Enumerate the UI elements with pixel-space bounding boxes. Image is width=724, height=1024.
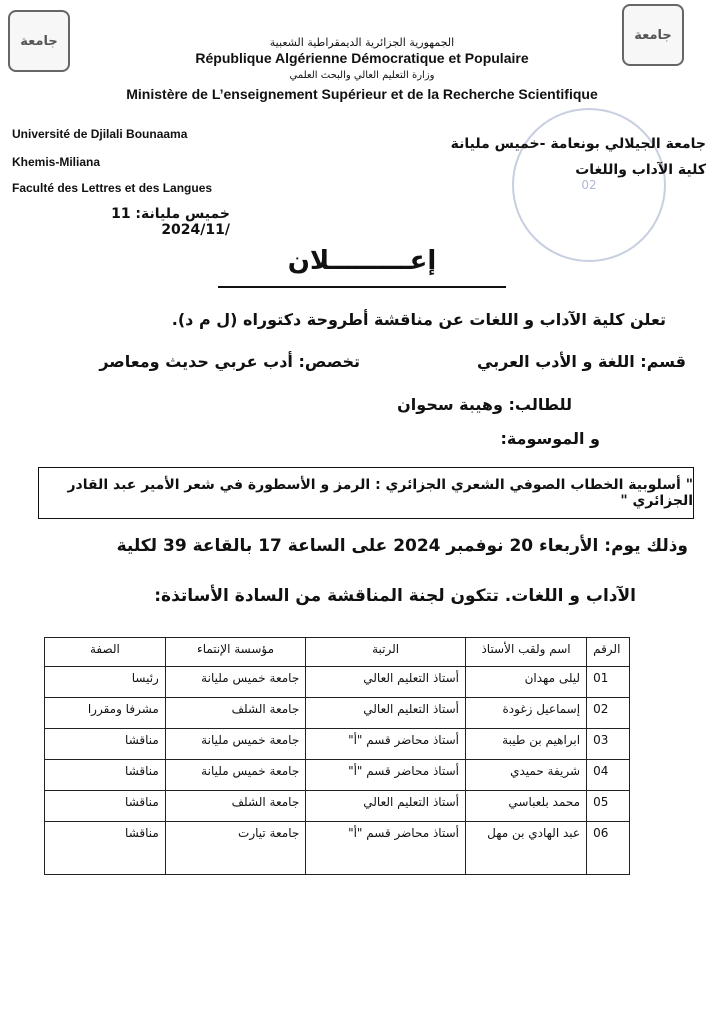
university-name-fr: Université de Djilali Bounaama — [12, 127, 188, 141]
french-republic-heading: République Algérienne Démocratique et Populaire — [195, 50, 529, 66]
thesis-titled-label: و الموسومة: — [500, 429, 600, 448]
arabic-ministry-heading: وزارة التعليم العالي والبحث العلمي — [289, 70, 435, 81]
member-role: مناقشا — [45, 791, 166, 822]
member-rank: أستاذ التعليم العالي — [306, 791, 466, 822]
row-number: 01 — [587, 667, 630, 698]
row-number: 06 — [587, 822, 630, 875]
row-number: 03 — [587, 729, 630, 760]
committee-table — [44, 637, 630, 875]
member-name: إسماعيل زغودة — [465, 698, 586, 729]
member-institution: جامعة خميس مليانة — [165, 760, 305, 791]
header-rank: الرتبة — [306, 638, 466, 667]
member-rank: أستاذ محاضر قسم "أ" — [306, 760, 466, 791]
french-ministry-heading: Ministère de L’enseignement Supérieur et de la Recherche Scientifique — [126, 86, 598, 102]
member-institution: جامعة تيارت — [165, 822, 305, 875]
member-role: مناقشا — [45, 822, 166, 875]
member-role: مشرفا ومقررا — [45, 698, 166, 729]
member-rank: أستاذ التعليم العالي — [306, 667, 466, 698]
table-row — [45, 822, 630, 875]
arabic-republic-heading: الجمهورية الجزائرية الديمقراطية الشعبية — [269, 36, 455, 49]
specialty-line: تخصص: أدب عربي حديث ومعاصر — [99, 352, 360, 371]
university-city-fr: Khemis-Miliana — [12, 155, 101, 169]
table-row — [45, 667, 630, 698]
stamp-number: 02 — [581, 178, 597, 192]
announcement-intro: تعلن كلية الآداب و اللغات عن مناقشة أطروحة دكتوراه (ل م د). — [171, 310, 666, 329]
member-institution: جامعة خميس مليانة — [165, 729, 305, 760]
header-number: الرقم — [587, 638, 630, 667]
student-line: للطالب: وهيبة سحوان — [397, 395, 572, 414]
logo-text: جامعة — [634, 27, 672, 43]
member-name: شريفة حميدي — [465, 760, 586, 791]
date-line: خميس مليانة: 11 /2024/11 — [111, 206, 230, 238]
header-name: اسم ولقب الأستاذ — [465, 638, 586, 667]
member-role: رئيسا — [45, 667, 166, 698]
member-name: ليلى مهدان — [465, 667, 586, 698]
member-institution: جامعة الشلف — [165, 698, 305, 729]
member-role: مناقشا — [45, 760, 166, 791]
schedule-line-1: وذلك يوم: الأربعاء 20 نوفمبر 2024 على الساعة 17 بالقاعة 39 لكلية — [116, 536, 688, 556]
table-row — [45, 760, 630, 791]
faculty-name-ar: كلية الآداب واللغات — [575, 162, 706, 178]
member-name: محمد بلعباسي — [465, 791, 586, 822]
table-row — [45, 729, 630, 760]
table-header-row — [45, 638, 630, 667]
department-line: قسم: اللغة و الأدب العربي — [476, 352, 686, 371]
thesis-title: " أسلوبية الخطاب الصوفي الشعري الجزائري : الرمز و الأسطورة في شعر الأمير عبد القادر الجزائري " — [67, 477, 693, 509]
member-name: ابراهيم بن طيبة — [465, 729, 586, 760]
schedule-line-2: الآداب و اللغات. تتكون لجنة المناقشة من السادة الأساتذة: — [154, 586, 636, 606]
title-underline — [218, 286, 506, 288]
header-role: الصفة — [45, 638, 166, 667]
member-rank: أستاذ محاضر قسم "أ" — [306, 729, 466, 760]
logo-text: جامعة — [20, 33, 58, 49]
member-institution: جامعة الشلف — [165, 791, 305, 822]
member-rank: أستاذ التعليم العالي — [306, 698, 466, 729]
row-number: 05 — [587, 791, 630, 822]
member-rank: أستاذ محاضر قسم "أ" — [306, 822, 466, 875]
announcement-title: إعـــــــــلان — [287, 246, 437, 276]
table-row — [45, 791, 630, 822]
table-row — [45, 698, 630, 729]
row-number: 02 — [587, 698, 630, 729]
university-name-ar: جامعة الجيلالي بونعامة -خميس مليانة — [450, 136, 706, 152]
member-role: مناقشا — [45, 729, 166, 760]
faculty-stamp — [512, 108, 666, 262]
thesis-title-box — [38, 467, 694, 519]
member-institution: جامعة خميس مليانة — [165, 667, 305, 698]
faculty-name-fr: Faculté des Lettres et des Langues — [12, 181, 213, 195]
header-institution: مؤسسة الإنتماء — [165, 638, 305, 667]
member-name: عبد الهادي بن مهل — [465, 822, 586, 875]
row-number: 04 — [587, 760, 630, 791]
